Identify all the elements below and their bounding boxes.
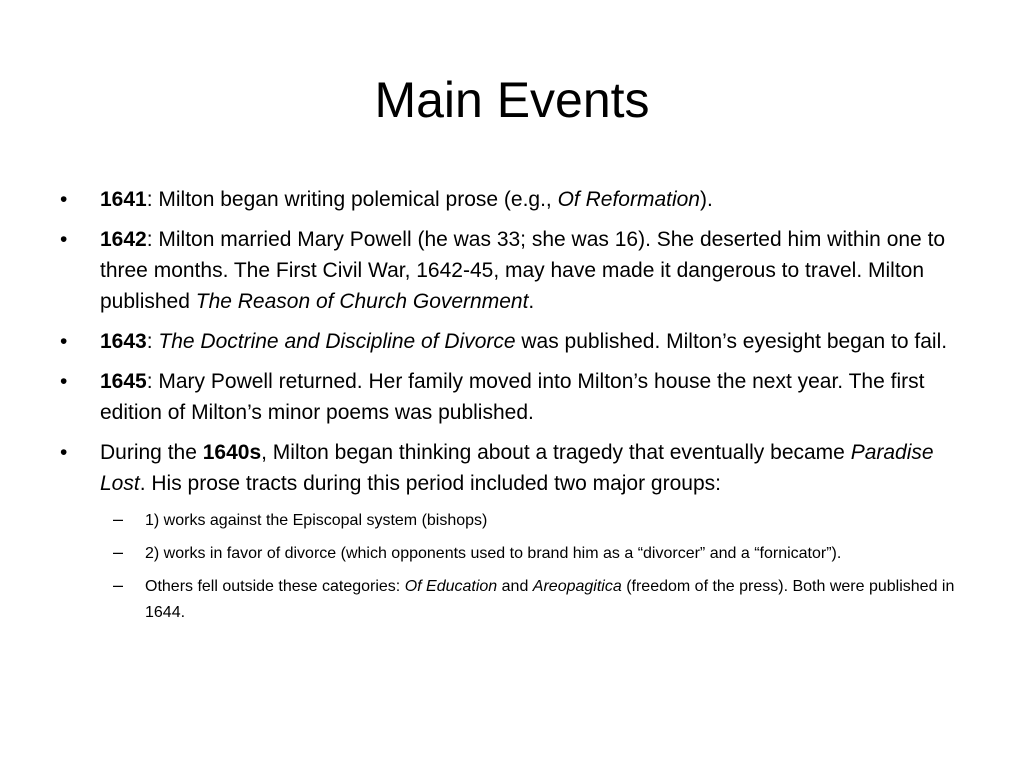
bullet-text-end: . His prose tracts during this period included two major groups: (139, 472, 721, 495)
dash-icon: – (113, 542, 124, 562)
bullet-italic-title: Paradise Lost (100, 441, 934, 495)
sub-item-text: 1) works against the Episcopal system (bishops) (145, 512, 488, 529)
bullet-text-start: During the (100, 441, 203, 464)
bullet-year: 1642 (100, 228, 147, 251)
bullet-icon: • (60, 228, 68, 251)
bullet-item-1641 (60, 184, 960, 215)
bullet-icon: • (60, 330, 68, 353)
bullet-item-1645 (60, 366, 960, 428)
bullet-text: : Mary Powell returned. Her family moved into Milton’s house the next year. The first edition of Milton’s minor poems was published. (100, 370, 925, 424)
bullet-item-1643 (60, 326, 960, 357)
bullet-item-1640s (60, 437, 960, 499)
sub-item-text-end: (freedom of the press). Both were published in 1644. (145, 578, 955, 621)
bullet-icon: • (60, 188, 68, 211)
bullet-text: : Milton married Mary Powell (he was 33; she was 16). She deserted him within one to three months. The First Civil War, 1642-45, may have made it dangerous to travel. Milton published (100, 228, 946, 313)
bullet-icon: • (60, 370, 68, 393)
bullet-text: , Milton began thinking about a tragedy that eventually became (261, 441, 851, 464)
bullet-item-1642 (60, 224, 960, 317)
bullet-text-end: ). (699, 188, 713, 211)
bullet-text-end: was published. Milton’s eyesight began to fail. (515, 330, 948, 353)
bullet-text: : Milton began writing polemical prose (e.g., (146, 188, 558, 211)
bullet-icon: • (60, 441, 68, 464)
slide-title: Main Events (374, 72, 650, 128)
bullet-year: 1645 (100, 370, 147, 393)
sub-item-italic-title: Of Education (404, 578, 498, 595)
bullet-italic-title: Of Reformation (557, 188, 700, 211)
dash-icon: – (113, 575, 124, 595)
bullet-year: 1643 (100, 330, 147, 353)
bullet-italic-title: The Doctrine and Discipline of Divorce (158, 330, 516, 353)
bullet-italic-title: The Reason of Church Government (195, 290, 529, 313)
bullet-text: : (146, 330, 159, 353)
sub-item-divorce (60, 541, 960, 567)
sub-item-italic-title: Areopagitica (532, 578, 622, 595)
bullet-text-end: . (528, 290, 535, 313)
bullet-list (60, 184, 960, 633)
sub-item-text-mid: and (497, 578, 533, 595)
sub-item-others (60, 574, 960, 626)
sub-item-episcopal (60, 508, 960, 534)
sub-item-text: 2) works in favor of divorce (which opponents used to brand him as a “divorcer” and a “fornicator”). (145, 545, 842, 562)
sub-item-text: Others fell outside these categories: (145, 578, 405, 595)
bullet-year: 1640s (202, 441, 262, 464)
bullet-year: 1641 (100, 188, 147, 211)
dash-icon: – (113, 509, 124, 529)
